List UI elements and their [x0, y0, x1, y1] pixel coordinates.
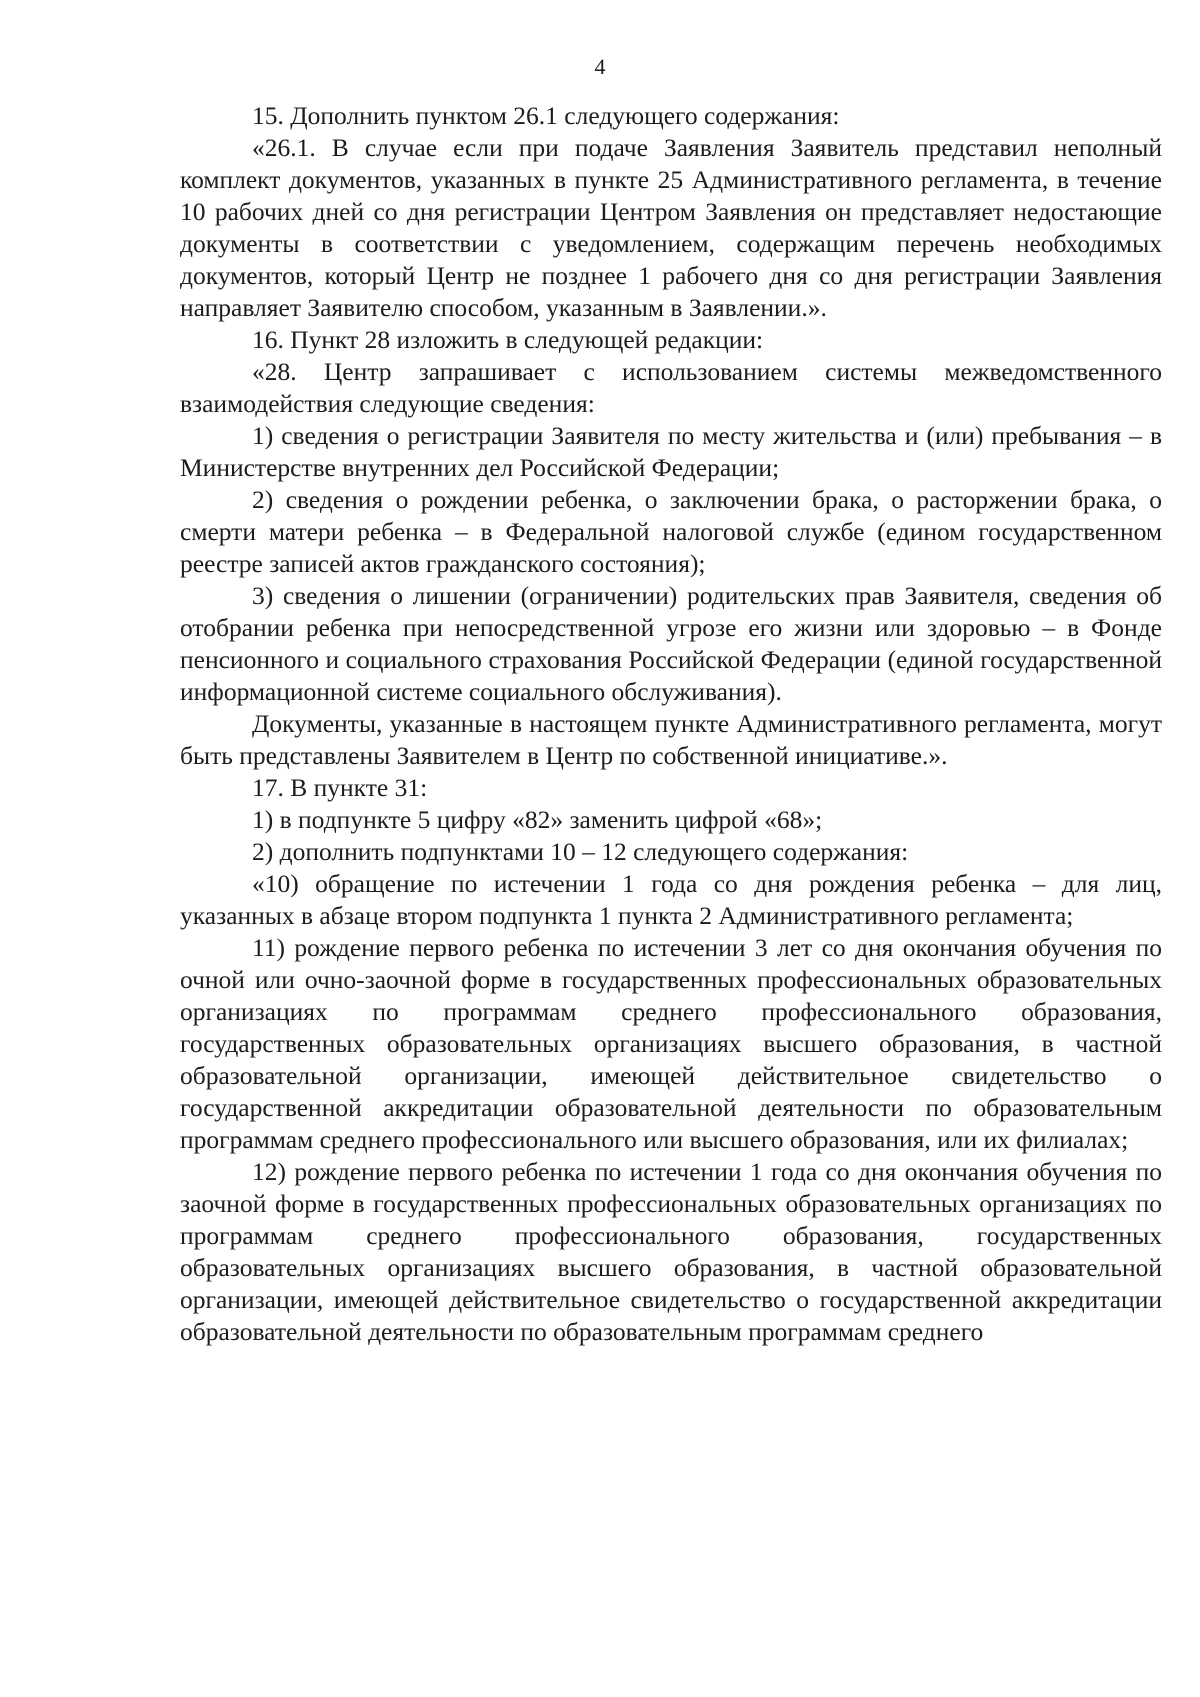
paragraph-item-17: 17. В пункте 31: — [252, 773, 428, 802]
paragraph-item-17-sub-1: 1) в подпункте 5 цифру «82» заменить цифрой «68»; — [252, 805, 823, 834]
paragraph-documents-note: Документы, указанные в настоящем пункте Административного регламента, могут быть представлены Заявителем в Центр по собственной инициативе.». — [180, 709, 1162, 770]
paragraph-subpoint-3: 3) сведения о лишении (ограничении) родительских прав Заявителя, сведения об отобрании ребенка при непосредственной угрозе его жизни или здоровью – в Фонде пенсионного и социального страхования Российской Федерации (единой государственной информационной системе социального обслуживания). — [180, 581, 1162, 706]
paragraph-point-28: «28. Центр запрашивает с использованием системы межведомственного взаимодействия следующие сведения: — [180, 357, 1162, 418]
paragraph-item-15: 15. Дополнить пунктом 26.1 следующего содержания: — [252, 101, 840, 130]
paragraph-item-16: 16. Пункт 28 изложить в следующей редакции: — [252, 325, 764, 354]
paragraph-subpoint-11: 11) рождение первого ребенка по истечении 3 лет со дня окончания обучения по очной или очно-заочной форме в государственных профессиональных образовательных организациях по программам среднего профессионального образования, государственных образовательных организациях высшего образования, в частной образовательной организации, имеющей действительное свидетельство о государственной аккредитации образовательной деятельности по образовательным программам среднего профессионального или высшего образования, или их филиалах; — [180, 933, 1162, 1154]
page-number: 4 — [594, 54, 606, 79]
document-body — [180, 100, 1162, 1348]
paragraph-subpoint-2: 2) сведения о рождении ребенка, о заключении брака, о расторжении брака, о смерти матери ребенка – в Федеральной налоговой службе (едином государственном реестре записей актов гражданского состояния); — [180, 485, 1162, 578]
paragraph-point-26-1: «26.1. В случае если при подаче Заявления Заявитель представил неполный комплект документов, указанных в пункте 25 Административного регламента, в течение 10 рабочих дней со дня регистрации Центром Заявления он представляет недостающие документы в соответствии с уведомлением, содержащим перечень необходимых документов, который Центр не позднее 1 рабочего дня со дня регистрации Заявления направляет Заявителю способом, указанным в Заявлении.». — [180, 133, 1162, 322]
paragraph-subpoint-12: 12) рождение первого ребенка по истечении 1 года со дня окончания обучения по заочной форме в государственных профессиональных образовательных организациях по программам среднего профессионального образования, государственных образовательных организациях высшего образования, в частной образовательной организации, имеющей действительное свидетельство о государственной аккредитации образовательной деятельности по образовательным программам среднего — [180, 1157, 1162, 1346]
paragraph-item-17-sub-2: 2) дополнить подпунктами 10 – 12 следующего содержания: — [252, 837, 909, 866]
paragraph-subpoint-1: 1) сведения о регистрации Заявителя по месту жительства и (или) пребывания – в Министерстве внутренних дел Российской Федерации; — [180, 421, 1162, 482]
paragraph-subpoint-10: «10) обращение по истечении 1 года со дня рождения ребенка – для лиц, указанных в абзаце втором подпункта 1 пункта 2 Административного регламента; — [180, 869, 1162, 930]
